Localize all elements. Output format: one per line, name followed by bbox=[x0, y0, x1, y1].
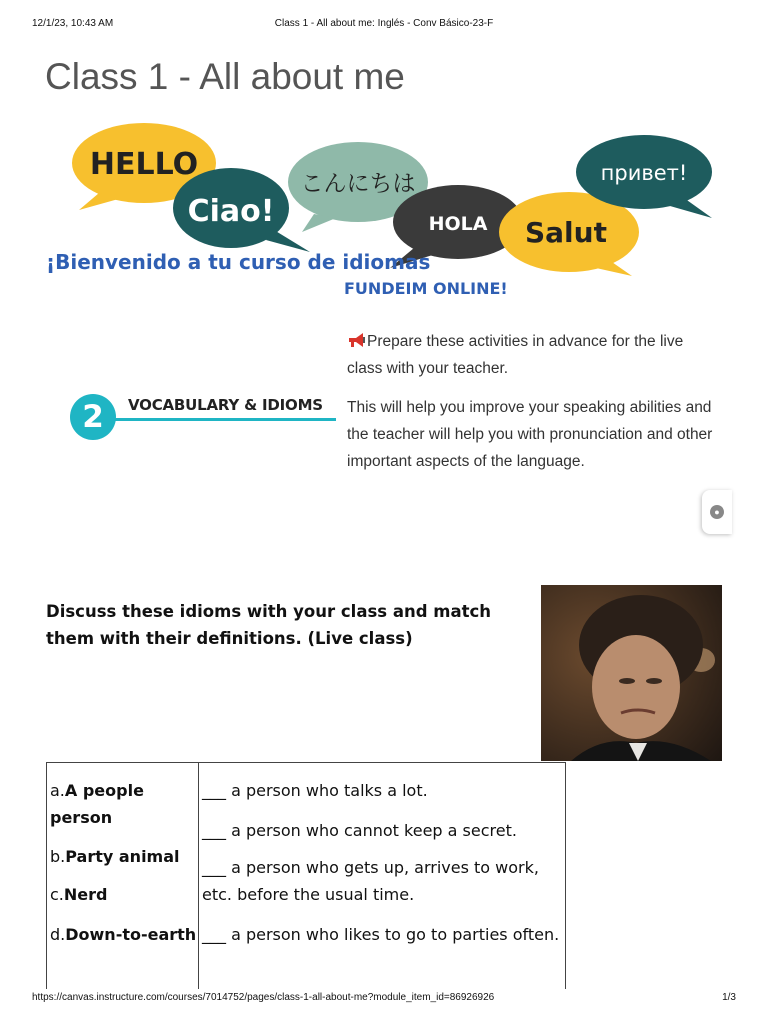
org-text: FUNDEIM ONLINE! bbox=[344, 279, 508, 298]
section-underline bbox=[110, 418, 336, 421]
idiom-letter: c. bbox=[50, 885, 64, 904]
intro-paragraph-1-text: Prepare these activities in advance for the live class with your teacher. bbox=[347, 333, 684, 377]
definition-item: ___ a person who gets up, arrives to work, etc. before the usual time. bbox=[202, 858, 539, 904]
intro-paragraph-1 bbox=[347, 328, 719, 382]
idiom-item bbox=[50, 881, 200, 908]
greeting-salut: Salut bbox=[525, 216, 607, 249]
side-feedback-tab[interactable] bbox=[702, 490, 732, 534]
idiom-letter: b. bbox=[50, 847, 66, 866]
idioms-column bbox=[47, 763, 199, 989]
chat-icon: ● bbox=[710, 505, 724, 519]
idiom-term: A people person bbox=[50, 781, 144, 827]
idiom-term: Nerd bbox=[63, 885, 108, 904]
greeting-ciao: Ciao! bbox=[187, 194, 275, 229]
section-number: 2 bbox=[70, 394, 116, 440]
greeting-privet: привет! bbox=[600, 161, 688, 185]
page-url: https://canvas.instructure.com/courses/7014752/pages/class-1-all-about-me?module_item_id=86926926 bbox=[32, 992, 495, 1003]
discuss-heading: Discuss these idioms with your class and match them with their definitions. (Live class) bbox=[46, 602, 492, 648]
character-photo bbox=[541, 585, 722, 761]
definition-item: ___ a person who cannot keep a secret. bbox=[202, 821, 517, 840]
intro-text bbox=[347, 328, 719, 487]
definitions-column bbox=[199, 763, 565, 989]
idiom-item bbox=[50, 777, 200, 831]
print-doc-title: Class 1 - All about me: Inglés - Conv Básico-23-F bbox=[274, 18, 494, 29]
greeting-konnichiwa: こんにちは bbox=[300, 171, 416, 197]
greeting-hello: HELLO bbox=[89, 147, 199, 182]
page-title: Class 1 - All about me bbox=[45, 56, 405, 97]
print-header bbox=[32, 18, 736, 32]
print-datetime: 12/1/23, 10:43 AM bbox=[32, 18, 114, 29]
idiom-letter: d. bbox=[50, 925, 66, 944]
idiom-letter: a. bbox=[50, 781, 65, 800]
megaphone-icon bbox=[347, 332, 367, 348]
language-banner bbox=[44, 118, 724, 308]
idiom-match-table bbox=[46, 762, 566, 989]
greeting-hola: HOLA bbox=[428, 213, 488, 235]
vocabulary-section-badge bbox=[70, 390, 336, 440]
section-title: VOCABULARY & IDIOMS bbox=[128, 396, 323, 414]
idiom-item bbox=[50, 921, 200, 948]
definition-item: ___ a person who talks a lot. bbox=[202, 781, 428, 800]
definition-item: ___ a person who likes to go to parties often. bbox=[202, 925, 560, 944]
idiom-term: Down-to-earth bbox=[65, 925, 197, 944]
idiom-term: Party animal bbox=[65, 847, 180, 866]
welcome-text: ¡Bienvenido a tu curso de idiomas bbox=[46, 250, 431, 274]
page-number: 1/3 bbox=[722, 992, 736, 1003]
idiom-item bbox=[50, 843, 200, 870]
print-footer bbox=[32, 992, 736, 1006]
intro-paragraph-2: This will help you improve your speaking abilities and the teacher will help you with pronunciation and other important aspects of the language. bbox=[347, 399, 713, 470]
